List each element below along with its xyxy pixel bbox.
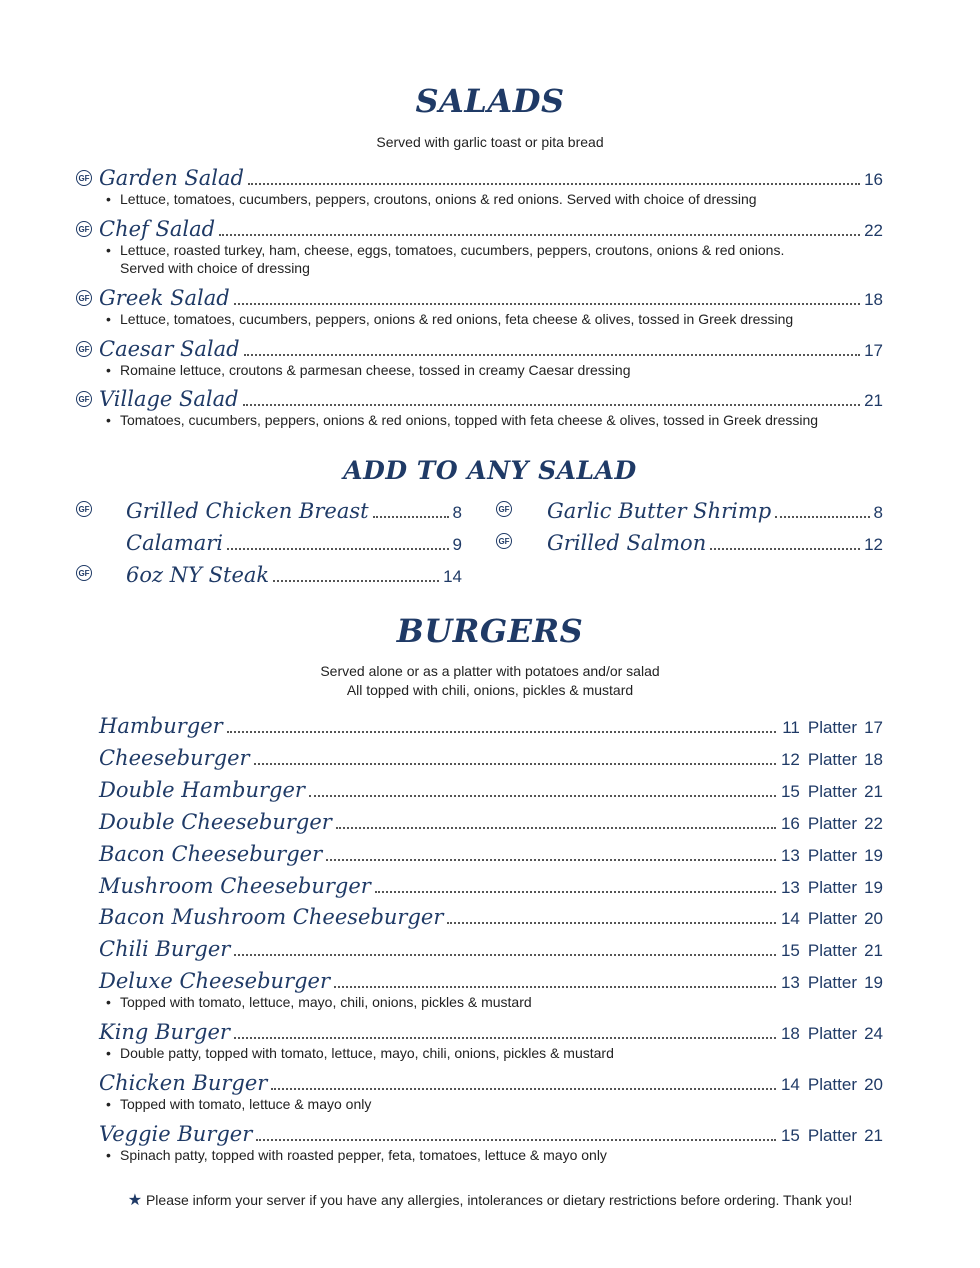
addon-item-price: 14 <box>443 567 462 586</box>
burger-item-description-text: Topped with tomato, lettuce, mayo, chili, onions, pickles & mustard <box>120 994 532 1010</box>
platter-label: Platter <box>807 1126 857 1145</box>
platter-price: 22 <box>864 814 883 833</box>
gf-icon: GF <box>76 501 92 517</box>
burger-item-name: Hamburger <box>99 714 223 738</box>
salad-item-description <box>106 411 886 429</box>
gf-icon: GF <box>76 391 92 407</box>
salad-item-description <box>106 259 886 277</box>
dot-leader <box>244 354 860 356</box>
platter-label: Platter <box>807 750 857 769</box>
salad-item <box>99 217 883 241</box>
platter-label: Platter <box>807 782 857 801</box>
burger-item-price: 15 <box>780 1126 800 1145</box>
salad-item-description-text: Served with choice of dressing <box>120 260 310 276</box>
salad-item-description <box>106 190 886 208</box>
burger-item <box>99 874 883 898</box>
dot-leader <box>273 580 439 582</box>
addon-item <box>126 499 462 523</box>
platter-label: Platter <box>807 814 857 833</box>
salad-item-price: 18 <box>864 290 883 309</box>
addon-item-name: Calamari <box>126 531 224 555</box>
burgers-subtitle-2: All topped with chili, onions, pickles & mustard <box>346 682 634 698</box>
burger-item-price: 12 <box>780 750 800 769</box>
addon-item-name: Garlic Butter Shrimp <box>547 499 772 523</box>
bullet-icon: • <box>106 412 111 428</box>
addons-title: ADD TO ANY SALAD <box>343 456 637 485</box>
burger-item-name: Bacon Cheeseburger <box>99 842 323 866</box>
burger-item <box>99 810 883 834</box>
burgers-subtitle-1: Served alone or as a platter with potatoes and/or salad <box>320 663 660 679</box>
dot-leader <box>234 303 860 305</box>
burgers-title: BURGERS <box>396 612 584 650</box>
salad-item-description <box>106 310 886 328</box>
burger-item-description-text: Double patty, topped with tomato, lettuce, mayo, chili, onions, pickles & mustard <box>120 1045 614 1061</box>
salad-item-name: Caesar Salad <box>99 337 240 361</box>
addon-item <box>547 531 883 555</box>
burger-item-name: Veggie Burger <box>99 1122 253 1146</box>
burger-item-name: Deluxe Cheeseburger <box>99 969 331 993</box>
addon-item-name: Grilled Chicken Breast <box>126 499 369 523</box>
platter-label: Platter <box>807 846 857 865</box>
gf-icon: GF <box>76 290 92 306</box>
burger-item-price: 13 <box>780 973 800 992</box>
platter-price: 20 <box>864 909 883 928</box>
burger-item-description <box>106 1146 886 1164</box>
bullet-icon: • <box>106 1147 111 1163</box>
allergy-notice <box>0 1190 980 1210</box>
salad-item-description <box>106 241 886 259</box>
salad-item-description <box>106 361 886 379</box>
dot-leader <box>375 891 776 893</box>
burger-item <box>99 1020 883 1044</box>
gf-icon: GF <box>76 341 92 357</box>
addon-item-price: 12 <box>864 535 883 554</box>
burger-item-name: Chili Burger <box>99 937 231 961</box>
burger-item-description <box>106 1044 886 1062</box>
allergy-notice-text: Please inform your server if you have any allergies, intolerances or dietary restrictions before ordering. Thank you! <box>145 1192 853 1208</box>
dot-leader <box>254 763 776 765</box>
bullet-icon: • <box>106 994 111 1010</box>
salad-item-price: 16 <box>864 170 883 189</box>
salads-subtitle: Served with garlic toast or pita bread <box>376 134 604 150</box>
burger-item <box>99 1071 883 1095</box>
bullet-icon: • <box>106 362 111 378</box>
platter-label: Platter <box>807 973 857 992</box>
platter-price: 21 <box>864 1126 883 1145</box>
platter-label: Platter <box>807 878 857 897</box>
bullet-icon: • <box>106 1045 111 1061</box>
salad-item-name: Greek Salad <box>99 286 230 310</box>
burger-item-name: Bacon Mushroom Cheeseburger <box>99 905 444 929</box>
salad-item <box>99 166 883 190</box>
bullet-icon: • <box>106 311 111 327</box>
dot-leader <box>326 859 776 861</box>
dot-leader <box>248 183 860 185</box>
addon-item-name: Grilled Salmon <box>547 531 707 555</box>
burger-item-price: 15 <box>780 941 800 960</box>
burger-item <box>99 937 883 961</box>
burger-item-name: Mushroom Cheeseburger <box>99 874 371 898</box>
addon-item-price: 8 <box>873 503 883 522</box>
addon-item <box>126 531 462 555</box>
salad-item-description-text: Lettuce, tomatoes, cucumbers, peppers, croutons, onions & red onions. Served with choice of dressing <box>120 191 757 207</box>
addon-item <box>547 499 883 523</box>
burger-item-price: 14 <box>780 1075 800 1094</box>
dot-leader <box>227 731 776 733</box>
burger-item-name: Chicken Burger <box>99 1071 268 1095</box>
platter-label: Platter <box>807 909 857 928</box>
burger-item-price: 14 <box>780 909 800 928</box>
burger-item <box>99 1122 883 1146</box>
salad-item-price: 22 <box>864 221 883 240</box>
salad-item <box>99 337 883 361</box>
bullet-icon: • <box>106 242 111 258</box>
platter-price: 17 <box>864 718 883 737</box>
burger-item <box>99 905 883 929</box>
platter-label: Platter <box>807 1075 857 1094</box>
platter-label: Platter <box>807 1024 857 1043</box>
dot-leader <box>373 516 449 518</box>
burger-item-name: Double Hamburger <box>99 778 305 802</box>
burger-item-price: 13 <box>780 878 800 897</box>
salads-title: SALADS <box>415 82 565 120</box>
platter-price: 19 <box>864 878 883 897</box>
burger-item-price: 18 <box>780 1024 800 1043</box>
dot-leader <box>219 234 860 236</box>
burger-item-name: Double Cheeseburger <box>99 810 332 834</box>
salad-item-name: Village Salad <box>99 387 239 411</box>
platter-price: 18 <box>864 750 883 769</box>
burger-item-name: Cheeseburger <box>99 746 250 770</box>
salad-item-name: Garden Salad <box>99 166 244 190</box>
dot-leader <box>234 1037 776 1039</box>
burger-item-price: 15 <box>780 782 800 801</box>
burger-item-description-text: Spinach patty, topped with roasted pepper, feta, tomatoes, lettuce & mayo only <box>120 1147 607 1163</box>
platter-price: 24 <box>864 1024 883 1043</box>
dot-leader <box>336 827 776 829</box>
burger-item-description <box>106 993 886 1011</box>
addon-item <box>126 563 462 587</box>
gf-icon: GF <box>76 221 92 237</box>
gf-icon: GF <box>76 565 92 581</box>
salad-item-price: 17 <box>864 341 883 360</box>
bullet-icon: • <box>106 1096 111 1112</box>
star-icon: ★ <box>127 1192 143 1209</box>
platter-label: Platter <box>807 941 857 960</box>
burger-item-description <box>106 1095 886 1113</box>
dot-leader <box>775 516 869 518</box>
salad-item <box>99 286 883 310</box>
burger-item <box>99 714 883 738</box>
salad-item-description-text: Lettuce, roasted turkey, ham, cheese, eggs, tomatoes, cucumbers, peppers, croutons, onions & red onions. <box>120 242 785 258</box>
platter-price: 19 <box>864 846 883 865</box>
salad-item-description-text: Tomatoes, cucumbers, peppers, onions & red onions, topped with feta cheese & olives, tossed in Greek dressing <box>120 412 819 428</box>
burger-item-description-text: Topped with tomato, lettuce & mayo only <box>120 1096 372 1112</box>
burger-item <box>99 746 883 770</box>
addon-item-name: 6oz NY Steak <box>126 563 270 587</box>
salad-item-name: Chef Salad <box>99 217 216 241</box>
addon-item-price: 9 <box>452 535 462 554</box>
dot-leader <box>256 1139 776 1141</box>
salad-item-price: 21 <box>864 391 883 410</box>
dot-leader <box>243 404 860 406</box>
burger-item-name: King Burger <box>99 1020 230 1044</box>
burger-item-price: 11 <box>782 718 800 737</box>
platter-label: Platter <box>807 718 857 737</box>
burger-item <box>99 778 883 802</box>
dot-leader <box>271 1088 776 1090</box>
platter-price: 20 <box>864 1075 883 1094</box>
addon-item-price: 8 <box>452 503 462 522</box>
gf-icon: GF <box>496 533 512 549</box>
burger-item-price: 16 <box>780 814 800 833</box>
dot-leader <box>334 986 776 988</box>
burger-item <box>99 842 883 866</box>
platter-price: 19 <box>864 973 883 992</box>
salad-item <box>99 387 883 411</box>
dot-leader <box>710 548 860 550</box>
burger-item-price: 13 <box>780 846 800 865</box>
dot-leader <box>447 922 775 924</box>
dot-leader <box>309 795 776 797</box>
salad-item-description-text: Lettuce, tomatoes, cucumbers, peppers, onions & red onions, feta cheese & olives, tossed in Greek dressing <box>120 311 794 327</box>
bullet-icon: • <box>106 191 111 207</box>
gf-icon: GF <box>496 501 512 517</box>
dot-leader <box>234 954 776 956</box>
platter-price: 21 <box>864 941 883 960</box>
salad-item-description-text: Romaine lettuce, croutons & parmesan cheese, tossed in creamy Caesar dressing <box>120 362 631 378</box>
burger-item <box>99 969 883 993</box>
dot-leader <box>227 548 449 550</box>
gf-icon: GF <box>76 170 92 186</box>
platter-price: 21 <box>864 782 883 801</box>
